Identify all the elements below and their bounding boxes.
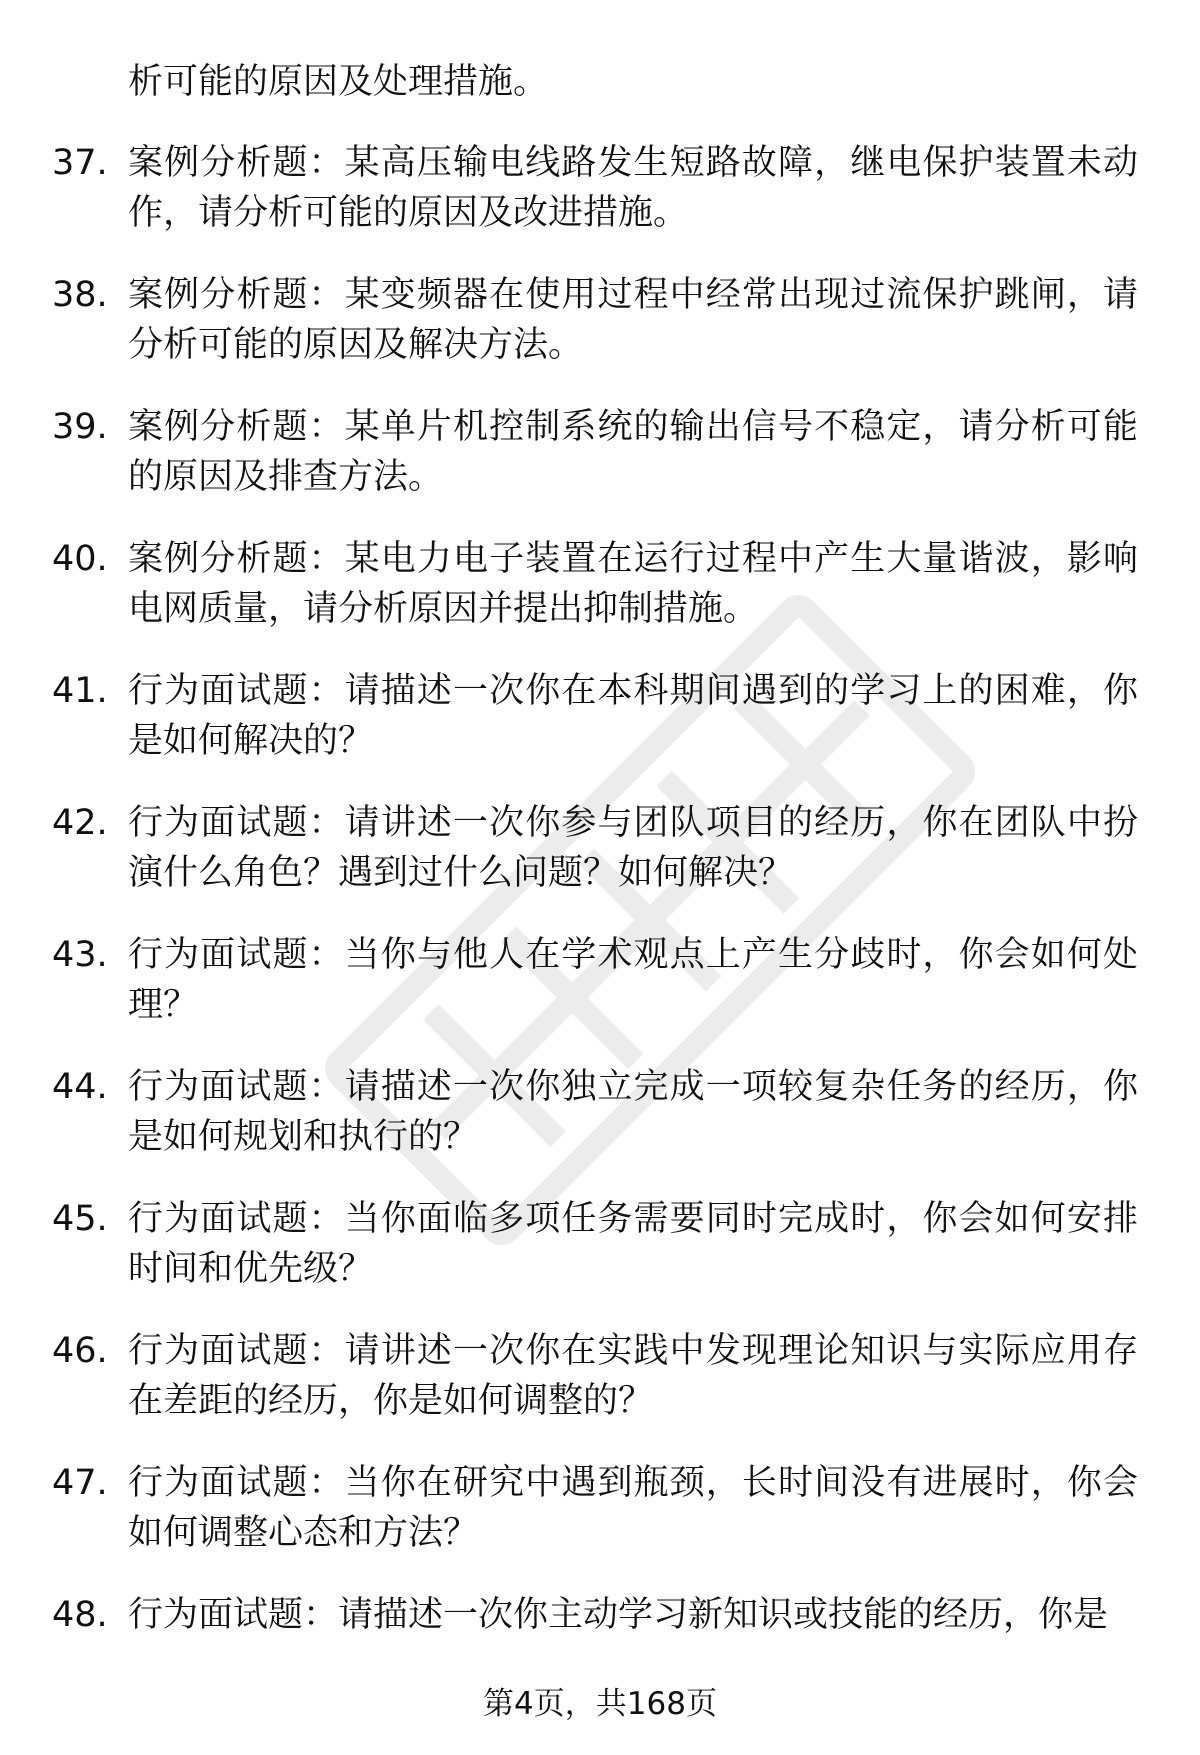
- question-number: 41.: [52, 671, 108, 711]
- question-number: 42.: [52, 803, 108, 843]
- question-item: [0, 402, 1200, 534]
- question-item: [0, 930, 1200, 1062]
- question-number: 46.: [52, 1331, 108, 1371]
- question-text: 案例分析题：某单片机控制系统的输出信号不稳定，请分析可能的原因及排查方法。: [128, 407, 1138, 497]
- question-text: 行为面试题：当你在研究中遇到瓶颈，长时间没有进展时，你会如何调整心态和方法？: [128, 1463, 1138, 1553]
- question-text: 行为面试题：当你与他人在学术观点上产生分歧时，你会如何处理？: [128, 935, 1138, 1025]
- question-number: 40.: [52, 539, 108, 579]
- question-number: 39.: [52, 407, 108, 447]
- question-item: [0, 1326, 1200, 1458]
- question-number: 43.: [52, 935, 108, 975]
- question-number: 45.: [52, 1199, 108, 1239]
- question-item: [0, 798, 1200, 930]
- question-number: 48.: [52, 1595, 108, 1635]
- question-text: 案例分析题：某电力电子装置在运行过程中产生大量谐波，影响电网质量，请分析原因并提出抑制措施。: [128, 539, 1138, 629]
- page-footer: 第4页，共168页: [483, 1686, 717, 1722]
- question-item: [0, 270, 1200, 402]
- question-number: 44.: [52, 1067, 108, 1107]
- question-text: 行为面试题：请描述一次你在本科期间遇到的学习上的困难，你是如何解决的？: [128, 671, 1138, 761]
- question-text: 案例分析题：某变频器在使用过程中经常出现过流保护跳闸，请分析可能的原因及解决方法。: [128, 275, 1138, 365]
- question-number: 37.: [52, 143, 108, 183]
- question-text: 案例分析题：某高压输电线路发生短路故障，继电保护装置未动作，请分析可能的原因及改进措施。: [128, 143, 1138, 233]
- question-item: [0, 534, 1200, 666]
- question-number: 47.: [52, 1463, 108, 1503]
- question-text: 行为面试题：请讲述一次你参与团队项目的经历，你在团队中扮演什么角色？遇到过什么问题？如何解决？: [128, 803, 1138, 893]
- question-item: [0, 1062, 1200, 1194]
- question-list: [0, 138, 1200, 1722]
- question-item: [0, 1458, 1200, 1590]
- question-item: [0, 1194, 1200, 1326]
- continuation-text: 析可能的原因及处理措施。: [128, 62, 549, 102]
- question-item: [0, 666, 1200, 798]
- question-text: 行为面试题：请讲述一次你在实践中发现理论知识与实际应用存在差距的经历，你是如何调整的？: [128, 1331, 1138, 1421]
- question-number: 38.: [52, 275, 108, 315]
- question-text: 行为面试题：请描述一次你主动学习新知识或技能的经历，你是: [128, 1595, 1109, 1635]
- question-item: [0, 138, 1200, 270]
- question-text: 行为面试题：请描述一次你独立完成一项较复杂任务的经历，你是如何规划和执行的？: [128, 1067, 1138, 1157]
- question-text: 行为面试题：当你面临多项任务需要同时完成时，你会如何安排时间和优先级？: [128, 1199, 1138, 1289]
